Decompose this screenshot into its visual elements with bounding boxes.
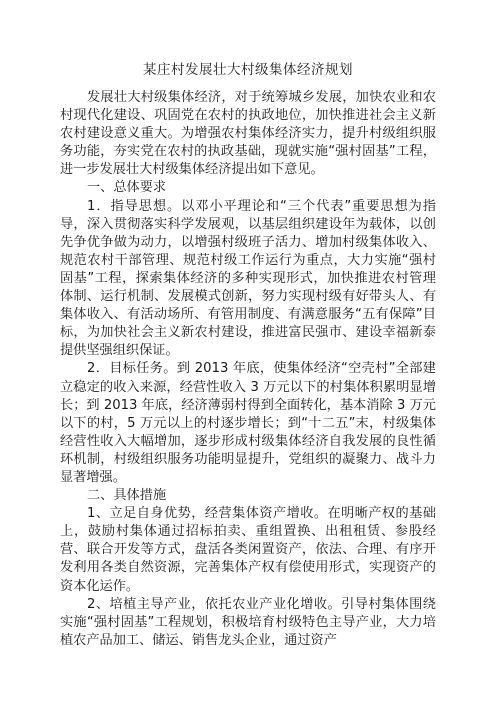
paragraph-measure-1: 1、立足自身优势，经营集体资产增收。在明晰产权的基础上，鼓励村集体通过招标拍卖、重组置换、出租租赁、参股经营、联合开发等方式，盘活各类闲置资产，依法、合理、有序开发利用各类自然资源，完善集体产权有偿使用形式，实现资产的资本化运作。 bbox=[60, 506, 436, 594]
paragraph-measure-2: 2、培植主导产业，依托农业产业化增收。引导村集体围绕实施“强村固基”工程规划，积极培育村级特色主导产业，大力培植农产品加工、储运、销售龙头企业，通过资产 bbox=[60, 596, 436, 648]
section-heading-specific-measures: 二、具体措施 bbox=[87, 488, 167, 504]
paragraph-intro: 发展壮大村级集体经济，对于统筹城乡发展，加快农业和农村现代化建设、巩固党在农村的执政地位，加快推进社会主义新农村建设意义重大。为增强农村集体经济实力，提升村级组织服务功能，夯实党在农村的执政基础，现就实施“强村固基”工程，进一步发展壮大村级集体经济提出如下意见。 bbox=[60, 90, 436, 178]
paragraph-goals: 2．目标任务。到 2013 年底，使集体经济“空壳村”全部建立稳定的收入来源，经营性收入 3 万元以下的村集体积累明显增长；到 2013 年底，经济薄弱村得到全面转化，基本消除 3 万元以下的村，5 万元以上的村逐步增长；到“十二五”末，村级集体经营性收入大幅增加，逐步形成村级集体经济自我发展的良性循环机制，村级组织服务功能明显提升，党组织的凝聚力、战斗力显著增强。 bbox=[60, 361, 436, 485]
document-title: 某庄村发展壮大村级集体经济规划 bbox=[143, 62, 353, 78]
section-heading-overall-requirements: 一、总体要求 bbox=[87, 180, 167, 196]
paragraph-guiding-ideology: 1．指导思想。以邓小平理论和“三个代表”重要思想为指导，深入贯彻落实科学发展观，以基层组织建设年为载体，以创先争优争做为动力，以增强村级班子活力、增加村级集体收入、规范农村干部管理、规范村级工作运行为重点，大力实施“强村固基”工程，探索集体经济的多种实现形式，加快推进农村管理体制、运行机制、发展模式创新，努力实现村级有好带头人、有集体收入、有活动场所、有管用制度、有满意服务“五有保障”目标，为加快社会主义新农村建设，推进富民强市、建设幸福新泰提供坚强组织保证。 bbox=[60, 198, 436, 359]
